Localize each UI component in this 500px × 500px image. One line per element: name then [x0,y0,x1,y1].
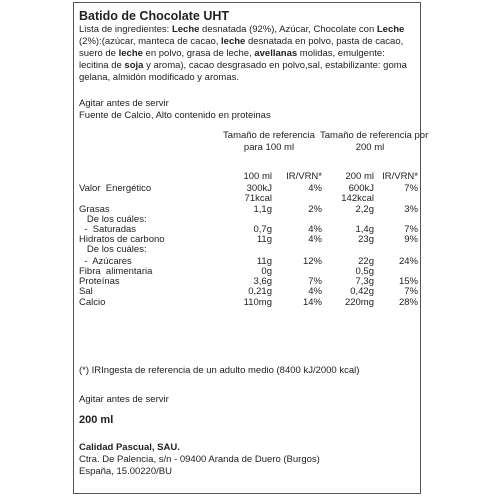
ir-100ml: 7% [308,276,322,287]
ingredient-text: molidas, emulgente: lecitina de [79,48,385,71]
value-100ml: 0,7g [253,224,272,235]
value-200ml: 220mg [344,297,374,308]
company-address: Ctra. De Palencia, s/n - 09400 Aranda de Duero (Burgos) [79,454,320,465]
company-name: Calidad Pascual, SAU. [79,442,180,453]
ingredient-allergen: avellanas [254,48,298,59]
nutrient-label: Proteínas [79,276,120,287]
ir-100ml: 4% [308,234,322,245]
footnote: (*) IRIngesta de referencia de un adulto medio (8400 kJ/2000 kcal) [79,365,360,376]
col-ir200-header: IR/VRN* [382,171,418,182]
ingredient-text: desnatada (92%), Azúcar, Chocolate con [199,24,377,35]
shake-note: Agitar antes de servir [79,98,169,109]
col-200ml-header: 200 ml [345,171,374,182]
value-100ml: 11g [256,256,272,267]
ir-200ml: 3% [404,204,418,215]
ref100-header-line2: para 100 ml [243,142,295,153]
ir-100ml: 14% [302,297,322,308]
ingredient-text: (2%):(azúcar, manteca de cacao, [79,36,222,47]
registry-number: España, 15.00220/BU [79,466,172,477]
value-100ml: 11g [256,234,272,245]
ref200-header-line2: 200 ml [355,142,385,153]
ir-100ml: 4% [308,183,322,194]
value-100ml: 110mg [243,297,272,308]
ingredient-allergen: leche [118,48,143,59]
ingredient-allergen: Leche [376,24,405,35]
nutrient-label: Hidratos de carbono [79,234,165,245]
ingredient-text: Lista de ingredientes: [79,24,172,35]
nutrition-claims: Fuente de Calcio, Alto contenido en proteinas [79,110,271,121]
value-100ml: 71kcal [244,193,272,204]
nutrient-label: De los cuáles: [79,214,147,225]
value-100ml: 3,6g [253,276,272,287]
value-200ml: 0,42g [350,286,374,297]
ir-200ml: 15% [398,276,418,287]
ir-100ml: 12% [302,256,322,267]
ingredient-allergen: leche [221,36,246,47]
ir-100ml: 2% [308,204,322,215]
value-200ml: 23g [358,234,374,245]
value-100ml: 0,21g [248,286,272,297]
ref200-header-line1: Tamaño de referencia por [320,130,429,141]
ir-200ml: 7% [404,183,418,194]
nutrient-label: Valor Energético [79,183,152,194]
nutrient-label: - Saturadas [79,224,137,235]
ir-200ml: 28% [398,297,418,308]
ingredient-text: en polvo, grasa de leche, [142,48,255,59]
ingredients-list [79,24,411,84]
value-200ml: 142kcal [341,193,374,204]
ir-200ml: 24% [398,256,418,267]
volume: 200 ml [79,414,114,426]
ir-100ml: 4% [308,224,322,235]
shake-note-2: Agitar antes de servir [79,394,169,405]
nutrient-label: Calcio [79,297,106,308]
col-100ml-header: 100 ml [243,171,272,182]
nutrition-label [73,2,429,494]
nutrient-label: Sal [79,286,93,297]
value-200ml: 22g [358,256,374,267]
nutrient-label: Grasas [79,204,110,215]
ir-200ml: 7% [404,224,418,235]
value-200ml: 1,4g [355,224,374,235]
value-100ml: 300kJ [246,183,272,194]
ingredient-allergen: soja [124,60,144,71]
ingredient-text: desnatada en polvo, pasta de cacao, suero de [79,36,404,59]
nutrient-label: De los cuáles: [79,244,147,255]
ir-100ml: 4% [308,286,322,297]
col-ir100-header: IR/VRN* [286,171,322,182]
ir-200ml: 7% [404,286,418,297]
ingredient-text: y aroma), cacao desgrasado en polvo,sal, estabilizante: goma gelana, almidón modificado y aromas. [79,60,407,83]
ref100-header-line1: Tamaño de referencia [223,130,315,141]
value-200ml: 2,2g [355,204,374,215]
value-200ml: 600kJ [348,183,374,194]
value-100ml: 0g [261,266,272,277]
value-100ml: 1,1g [253,204,272,215]
nutrient-label: Fibra alimentaria [79,266,153,277]
ingredient-allergen: Leche [171,24,200,35]
product-title: Batido de Chocolate UHT [79,9,230,23]
value-200ml: 0,5g [355,266,374,277]
ir-200ml: 9% [404,234,418,245]
nutrient-label: - Azúcares [79,256,132,267]
value-200ml: 7,3g [355,276,374,287]
